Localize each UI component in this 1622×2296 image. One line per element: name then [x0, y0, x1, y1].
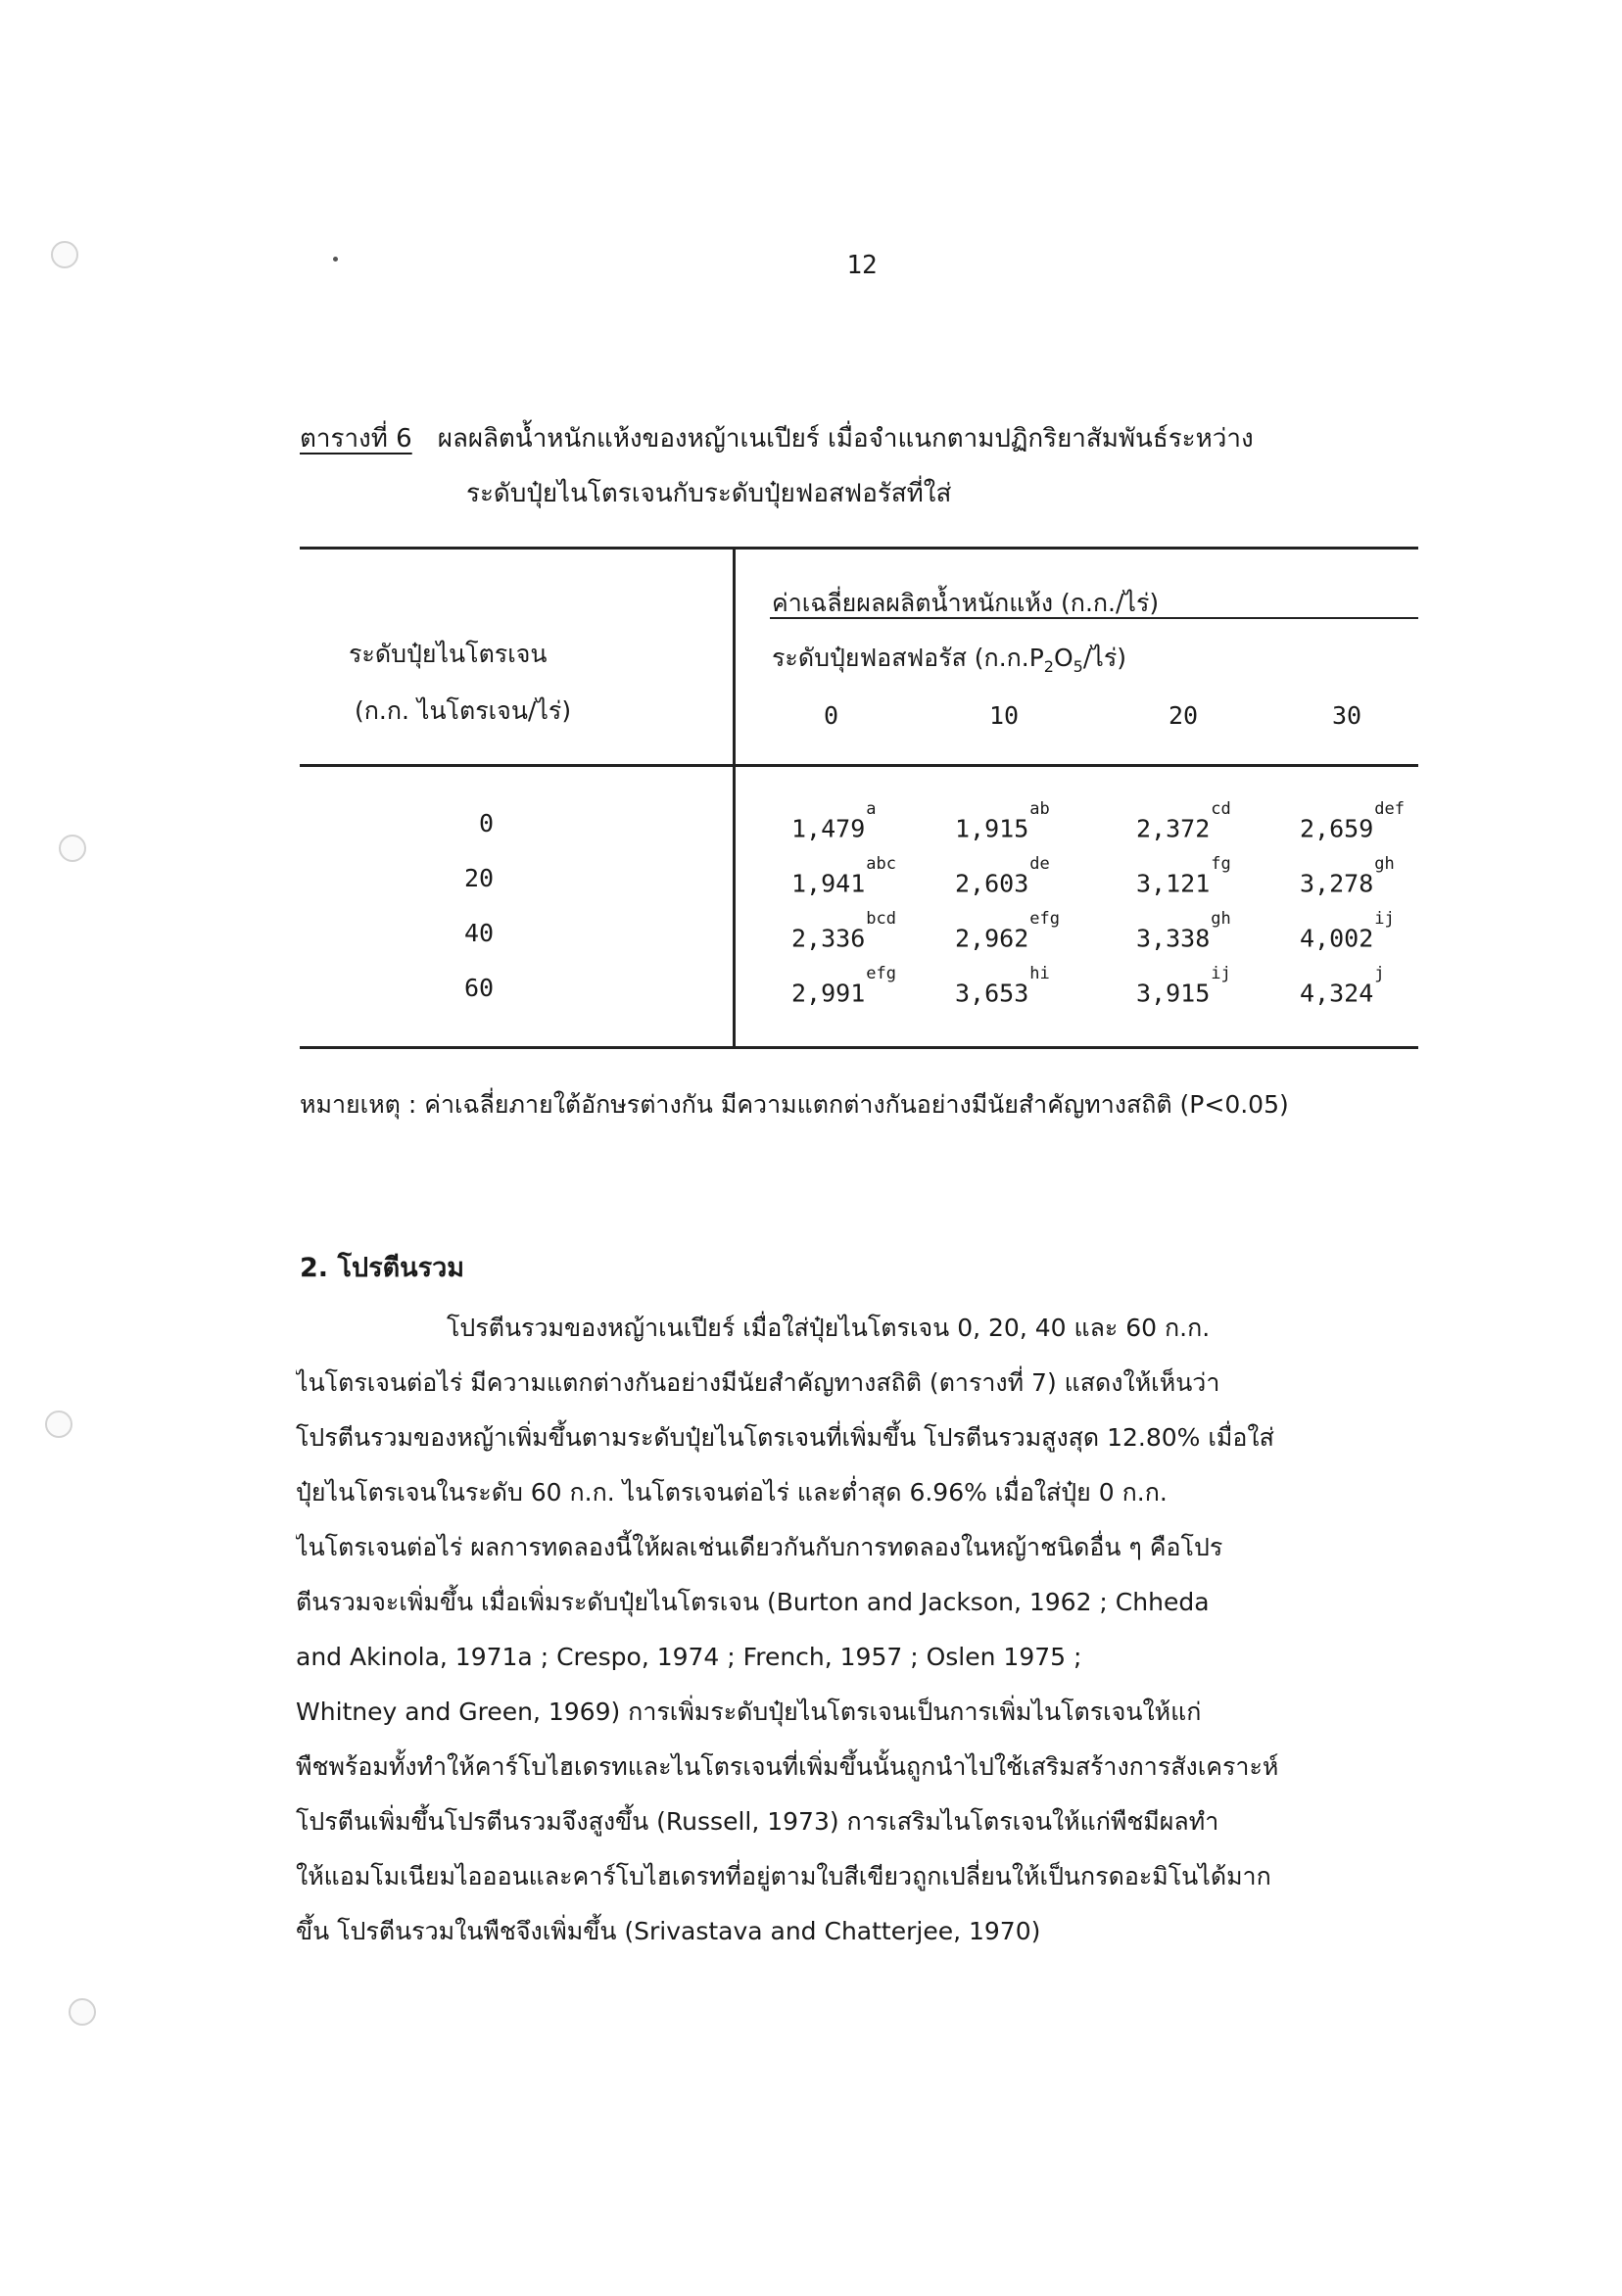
- table-cell: 2,962$^{efg}$: [955, 909, 1060, 953]
- row-level: 40: [464, 919, 495, 947]
- table-cell: 2,372$^{cd}$: [1136, 799, 1231, 843]
- sub-header: [772, 639, 1126, 678]
- column-header-20: 20: [1169, 701, 1199, 730]
- body-paragraph: [296, 1301, 1432, 1959]
- section-heading: 2. โปรตีนรวม: [300, 1253, 465, 1283]
- table-cell: 1,915$^{ab}$: [955, 799, 1050, 843]
- group-header: ค่าเฉลี่ยผลผลิตน้ำหนักแห้ง (ก.ก./ไร่): [772, 589, 1160, 617]
- paragraph-line: โปรตีนรวมของหญ้าเนเปียร์ เมื่อใส่ปุ๋ยไนโตรเจน 0, 20, 40 และ 60 ก.ก.: [447, 1314, 1211, 1342]
- punch-hole-2: [59, 835, 86, 862]
- column-divider: [733, 547, 736, 1048]
- sub-header-sub2: 5: [1073, 657, 1083, 676]
- paragraph-line: and Akinola, 1971a ; Crespo, 1974 ; French, 1957 ; Oslen 1975 ;: [296, 1643, 1082, 1671]
- paragraph-line: ตีนรวมจะเพิ่มขึ้น เมื่อเพิ่มระดับปุ๋ยไนโตรเจน (Burton and Jackson, 1962 ; Chheda: [296, 1588, 1210, 1616]
- paragraph-line: ปุ๋ยไนโตรเจนในระดับ 60 ก.ก. ไนโตรเจนต่อไร่ และต่ำสุด 6.96% เมื่อใส่ปุ๋ย 0 ก.ก.: [296, 1478, 1168, 1507]
- table-cell: 2,603de: [955, 854, 1050, 898]
- table-cell: $4,002^{ij}$: [1300, 909, 1395, 953]
- paragraph-line: โปรตีนรวมของหญ้าเพิ่มขึ้นตามระดับปุ๋ยไนโตรเจนที่เพิ่มขึ้น โปรตีนรวมสูงสุด 12.80% เมื่อใส่: [296, 1423, 1274, 1452]
- table-cell: 2,659$^{def}$: [1300, 799, 1405, 843]
- paragraph-line: ไนโตรเจนต่อไร่ มีความแตกต่างกันอย่างมีนัยสำคัญทางสถิติ (ตารางที่ 7) แสดงให้เห็นว่า: [296, 1368, 1220, 1397]
- punch-hole-4: [69, 1998, 96, 2026]
- sub-header-prefix: ระดับปุ๋ยฟอสฟอรัส (ก.ก.P: [772, 644, 1044, 672]
- header-bottom-rule: [300, 764, 1418, 767]
- sub-header-o: O: [1053, 644, 1073, 672]
- table-cell: 3,121$^{fg}$: [1136, 854, 1231, 898]
- paragraph-line: Whitney and Green, 1969) การเพิ่มระดับปุ๋ยไนโตรเจนเป็นการเพิ่มไนโตรเจนให้แก่: [296, 1698, 1202, 1726]
- row-level: 20: [464, 864, 495, 892]
- table-bottom-rule: [300, 1046, 1418, 1049]
- table-cell: 1,941$^{abc}$: [791, 854, 896, 898]
- paragraph-line: โปรตีนเพิ่มขึ้นโปรตีนรวมจึงสูงขึ้น (Russell, 1973) การเสริมไนโตรเจนให้แก่พืชมีผลทำ: [296, 1807, 1219, 1836]
- table-label: ตารางที่ 6: [300, 424, 412, 454]
- table-cell: 4,324$^j$: [1300, 964, 1385, 1008]
- caption-line-2: ระดับปุ๋ยไนโตรเจนกับระดับปุ๋ยฟอสฟอรัสที่ใส่: [466, 479, 952, 508]
- table-caption: [300, 411, 1254, 521]
- column-header-10: 10: [989, 701, 1020, 730]
- sub-header-sub1: 2: [1043, 657, 1054, 676]
- paragraph-line: ขึ้น โปรตีนรวมในพืชจึงเพิ่มขึ้น (Srivastava and Chatterjee, 1970): [296, 1917, 1041, 1945]
- table-note: หมายเหตุ : ค่าเฉลี่ยภายใต้อักษรต่างกัน มีความแตกต่างกันอย่างมีนัยสำคัญทางสถิติ (P<0.05): [300, 1090, 1289, 1119]
- table-cell: 2,991$^{efg}$: [791, 964, 896, 1008]
- table-cell: 3,338$^{gh}$: [1136, 909, 1231, 953]
- row-level: 60: [464, 974, 495, 1002]
- table-cell: $3,653^{hi}$: [955, 964, 1050, 1008]
- table-top-rule: [300, 547, 1418, 550]
- row-level: 0: [479, 809, 495, 837]
- paragraph-line: พืชพร้อมทั้งทำให้คาร์โบไฮเดรทและไนโตรเจนที่เพิ่มขึ้นนั้นถูกนำไปใช้เสริมสร้างการสังเคราะห์: [296, 1752, 1279, 1781]
- paragraph-line: ไนโตรเจนต่อไร่ ผลการทดลองนี้ให้ผลเช่นเดียวกันกับการทดลองในหญ้าชนิดอื่น ๆ คือโปร: [296, 1533, 1223, 1561]
- table-cell: 1,479$^a$: [791, 799, 877, 843]
- caption-line-1: ผลผลิตน้ำหนักแห้งของหญ้าเนเปียร์ เมื่อจำแนกตามปฏิกริยาสัมพันธ์ระหว่าง: [437, 424, 1254, 454]
- column-header-30: 30: [1332, 701, 1362, 730]
- paragraph-line: ให้แอมโมเนียมไอออนและคาร์โบไฮเดรทที่อยู่ตามใบสีเขียวถูกเปลี่ยนให้เป็นกรดอะมิโนได้มาก: [296, 1862, 1271, 1890]
- row-header-line-2: (ก.ก. ไนโตรเจน/ไร่): [355, 696, 572, 725]
- page-number: 12: [846, 251, 878, 280]
- table-cell: 3,278$^{gh}$: [1300, 854, 1395, 898]
- table-cell: 2,336$^{bcd}$: [791, 909, 896, 953]
- column-header-0: 0: [824, 701, 839, 730]
- row-header-line-1: ระดับปุ๋ยไนโตรเจน: [349, 640, 548, 668]
- sub-header-suffix: /ไร่): [1082, 644, 1127, 672]
- punch-hole-3: [45, 1411, 72, 1438]
- table-cell: $3,915^{ij}$: [1136, 964, 1231, 1008]
